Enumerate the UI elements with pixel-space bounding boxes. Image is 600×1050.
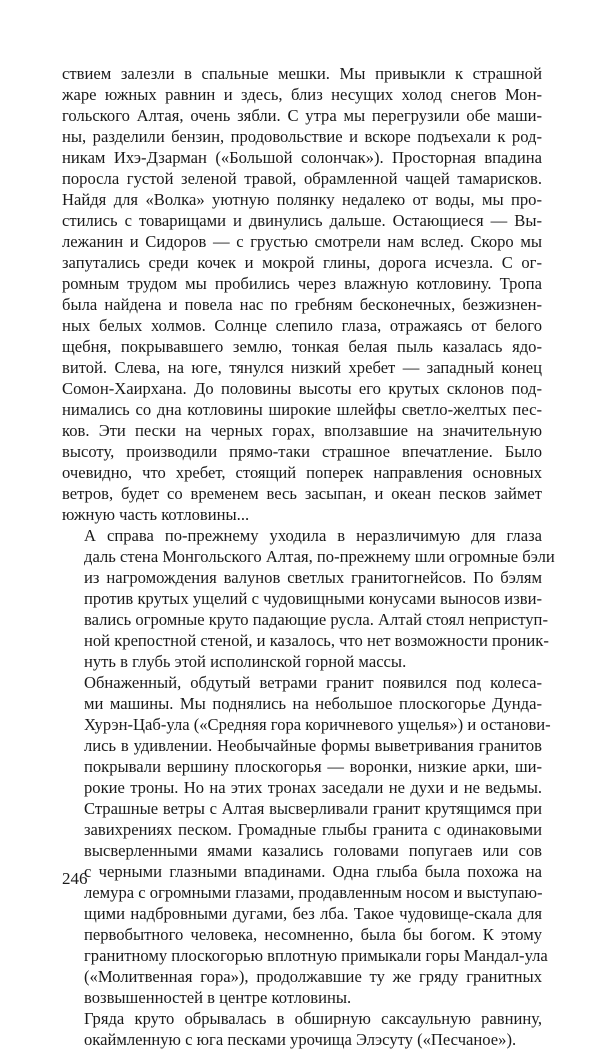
text-line: окаймленную с юга песками урочища Элэсуту («Песчаное»). bbox=[84, 1030, 517, 1049]
text-line: ми машины. Мы поднялись на небольшое плоскогорье Дунда- bbox=[84, 694, 542, 713]
text-line: Хурэн-Цаб-ула («Средняя гора коричневого ущелья») и останови- bbox=[84, 715, 551, 734]
text-line: лись в удивлении. Необычайные формы выветривания гранитов bbox=[84, 736, 542, 755]
text-line: даль стена Монгольского Алтая, по-прежнему шли огромные бэли bbox=[84, 547, 555, 566]
text-line: жаре южных равнин и здесь, близ несущих холод снегов Мон- bbox=[62, 85, 542, 104]
text-line: из нагромождения валунов светлых гранитогнейсов. По бэлям bbox=[84, 568, 542, 587]
text-line: ствием залезли в спальные мешки. Мы привыкли к страшной bbox=[62, 64, 542, 83]
text-line: запутались среди кочек и мокрой глины, дорога исчезла. С ог- bbox=[62, 253, 542, 272]
text-line: («Молитвенная гора»), продолжавшие ту же гряду гранитных bbox=[84, 967, 542, 986]
text-line: ной крепостной стеной, и казалось, что нет возможности проник- bbox=[84, 631, 549, 650]
text-line: возвышенностей в центре котловины. bbox=[84, 988, 352, 1007]
paragraph-4 bbox=[62, 1008, 542, 1050]
paragraph-3 bbox=[62, 672, 551, 1008]
text-line: высоту, производили прямо-таки страшное впечатление. Было bbox=[62, 442, 542, 461]
text-line: ны, разделили бензин, продовольствие и вскоре подъехали к род- bbox=[62, 127, 542, 146]
text-line: первобытного человека, несомненно, была бы богом. К этому bbox=[84, 925, 542, 944]
text-line: ков. Эти пески на черных горах, вползавшие на значительную bbox=[62, 421, 542, 440]
text-line: лежанин и Сидоров — с грустью смотрели нам вслед. Скоро мы bbox=[62, 232, 542, 251]
text-line: щими надбровными дугами, без лба. Такое чудовище-скала для bbox=[84, 904, 542, 923]
text-line: завихрениях песком. Громадные глыбы гранита с одинаковыми bbox=[84, 820, 542, 839]
text-line: южную часть котловины... bbox=[62, 505, 250, 524]
text-line: гранитному плоскогорью вплотную примыкали горы Мандал-ула bbox=[84, 946, 548, 965]
page-number: 246 bbox=[62, 869, 88, 888]
text-line: с черными глазными впадинами. Одна глыба была похожа на bbox=[84, 862, 542, 881]
text-line: никам Ихэ-Дзарман («Большой солончак»). Просторная впадина bbox=[62, 148, 542, 167]
text-line: против крутых ущелий с чудовищными конусами выносов изви- bbox=[84, 589, 542, 608]
text-line: лемура с огромными глазами, продавленным носом и выступаю- bbox=[84, 883, 543, 902]
text-line: гольского Алтая, очень зябли. С утра мы перегрузили обе маши- bbox=[62, 106, 542, 125]
text-line: ных белых холмов. Солнце слепило глаза, отражаясь от белого bbox=[62, 316, 542, 335]
text-line: покрывали вершину плоскогорья — воронки, низкие арки, ши- bbox=[84, 757, 542, 776]
text-line: Страшные ветры с Алтая высверливали гранит крутящимся при bbox=[84, 799, 542, 818]
text-line: Гряда круто обрывалась в обширную саксаульную равнину, bbox=[84, 1009, 542, 1028]
text-line: нуть в глубь этой исполинской горной массы. bbox=[84, 652, 407, 671]
text-line: Обнаженный, обдутый ветрами гранит появился под колеса- bbox=[84, 673, 542, 692]
text-line: поросла густой зеленой травой, обрамленной чащей тамарисков. bbox=[62, 169, 542, 188]
text-line: А справа по-прежнему уходила в неразличимую для глаза bbox=[84, 526, 542, 545]
text-line: рокие троны. Но на этих тронах заседали не духи и не ведьмы. bbox=[84, 778, 542, 797]
text-line: Найдя для «Волка» уютную полянку недалеко от воды, мы про- bbox=[62, 190, 542, 209]
text-line: Сомон-Хаирхана. До половины высоты его крутых склонов под- bbox=[62, 379, 542, 398]
text-line: была найдена и повела нас по гребням бесконечных, безжизнен- bbox=[62, 295, 542, 314]
paragraph-1 bbox=[62, 63, 542, 525]
text-line: ветров, будет со временем весь засыпан, и океан песков займет bbox=[62, 484, 542, 503]
paragraph-2 bbox=[62, 525, 555, 672]
text-line: витой. Слева, на юге, тянулся низкий хребет — западный конец bbox=[62, 358, 542, 377]
text-line: стились с товарищами и двинулись дальше. Остающиеся — Вы- bbox=[62, 211, 542, 230]
text-line: щебня, покрывавшего землю, тонкая белая пыль казалась ядо- bbox=[62, 337, 542, 356]
text-line: высверленными ямами казались головами попугаев или сов bbox=[84, 841, 542, 860]
text-line: нимались со дна котловины широкие шлейфы светло-желтых пес- bbox=[62, 400, 542, 419]
text-line: очевидно, что хребет, стоящий поперек направления основных bbox=[62, 463, 542, 482]
text-line: вались огромные круто падающие русла. Алтай стоял неприступ- bbox=[84, 610, 548, 629]
text-line: ромным трудом мы пробились через влажную котловину. Тропа bbox=[62, 274, 542, 293]
body-text bbox=[62, 63, 555, 1050]
